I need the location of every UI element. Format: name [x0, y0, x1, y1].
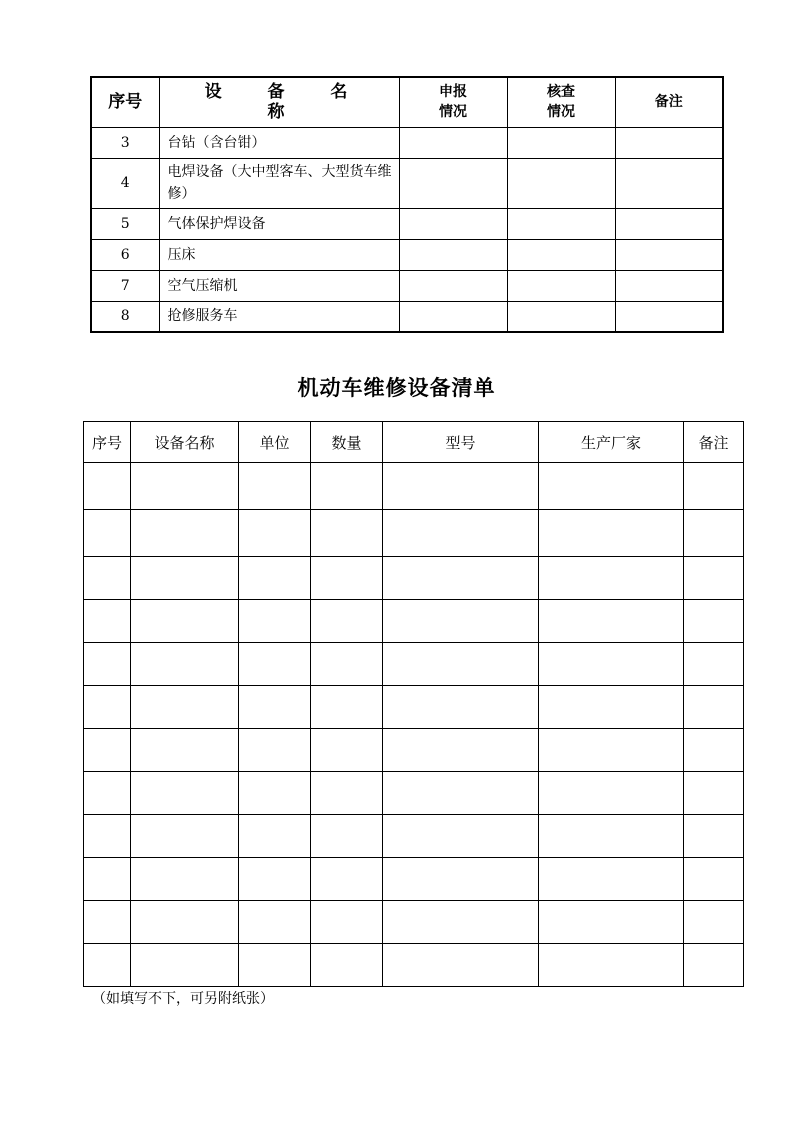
table-row — [84, 643, 744, 686]
table-row — [84, 815, 744, 858]
model-cell[interactable] — [383, 858, 539, 901]
equipment-check-table — [90, 76, 724, 333]
manufacturer-cell[interactable] — [539, 643, 684, 686]
declare-cell[interactable] — [399, 158, 507, 208]
header-remark: 备注 — [684, 422, 744, 463]
declare-cell[interactable] — [399, 208, 507, 239]
header-model: 型号 — [383, 422, 539, 463]
unit-cell[interactable] — [239, 815, 311, 858]
header-check-line2: 情况 — [547, 104, 575, 121]
header-declare-status — [399, 77, 507, 127]
unit-cell[interactable] — [239, 729, 311, 772]
model-cell[interactable] — [383, 600, 539, 643]
manufacturer-cell[interactable] — [539, 815, 684, 858]
seq-cell[interactable] — [84, 772, 131, 815]
table-row — [84, 510, 744, 557]
model-cell[interactable] — [383, 463, 539, 510]
unit-cell[interactable] — [239, 463, 311, 510]
table-row — [84, 600, 744, 643]
seq-cell[interactable] — [84, 643, 131, 686]
name-cell[interactable] — [131, 901, 239, 944]
row-seq: 3 — [91, 127, 159, 158]
name-cell[interactable] — [131, 510, 239, 557]
remark-cell[interactable] — [684, 944, 744, 987]
table-row — [91, 301, 723, 332]
table-row — [84, 858, 744, 901]
remark-cell[interactable] — [684, 557, 744, 600]
row-seq: 8 — [91, 301, 159, 332]
row-equipment-name: 台钻（含台钳） — [159, 127, 399, 158]
manufacturer-cell[interactable] — [539, 901, 684, 944]
unit-cell[interactable] — [239, 858, 311, 901]
seq-cell[interactable] — [84, 729, 131, 772]
declare-cell[interactable] — [399, 127, 507, 158]
unit-cell[interactable] — [239, 643, 311, 686]
remark-cell[interactable] — [615, 301, 723, 332]
remark-cell[interactable] — [684, 510, 744, 557]
remark-cell[interactable] — [615, 127, 723, 158]
unit-cell[interactable] — [239, 557, 311, 600]
row-equipment-name: 压床 — [159, 239, 399, 270]
quantity-cell[interactable] — [311, 772, 383, 815]
seq-cell[interactable] — [84, 557, 131, 600]
model-cell[interactable] — [383, 557, 539, 600]
check-cell[interactable] — [507, 127, 615, 158]
declare-cell[interactable] — [399, 270, 507, 301]
model-cell[interactable] — [383, 510, 539, 557]
table-row — [84, 729, 744, 772]
table-row — [91, 158, 723, 208]
manufacturer-cell[interactable] — [539, 557, 684, 600]
header-remark: 备注 — [615, 77, 723, 127]
table-row — [84, 686, 744, 729]
quantity-cell[interactable] — [311, 729, 383, 772]
header-seq: 序号 — [91, 77, 159, 127]
remark-cell[interactable] — [684, 686, 744, 729]
header-equipment-name: 设 备 名 称 — [159, 77, 399, 127]
manufacturer-cell[interactable] — [539, 600, 684, 643]
header-check-status — [507, 77, 615, 127]
header-quantity: 数量 — [311, 422, 383, 463]
remark-cell[interactable] — [684, 463, 744, 510]
name-cell[interactable] — [131, 643, 239, 686]
manufacturer-cell[interactable] — [539, 772, 684, 815]
model-cell[interactable] — [383, 772, 539, 815]
name-cell[interactable] — [131, 600, 239, 643]
remark-cell[interactable] — [684, 858, 744, 901]
table-row — [91, 239, 723, 270]
quantity-cell[interactable] — [311, 858, 383, 901]
header-unit: 单位 — [239, 422, 311, 463]
quantity-cell[interactable] — [311, 686, 383, 729]
name-cell[interactable] — [131, 557, 239, 600]
table-row — [84, 557, 744, 600]
model-cell[interactable] — [383, 944, 539, 987]
declare-cell[interactable] — [399, 239, 507, 270]
name-cell[interactable] — [131, 772, 239, 815]
model-cell[interactable] — [383, 643, 539, 686]
check-cell[interactable] — [507, 239, 615, 270]
remark-cell[interactable] — [615, 270, 723, 301]
unit-cell[interactable] — [239, 686, 311, 729]
manufacturer-cell[interactable] — [539, 463, 684, 510]
name-cell[interactable] — [131, 686, 239, 729]
quantity-cell[interactable] — [311, 557, 383, 600]
quantity-cell[interactable] — [311, 510, 383, 557]
check-cell[interactable] — [507, 270, 615, 301]
footer-note: （如填写不下，可另附纸张） — [92, 991, 274, 1007]
manufacturer-cell[interactable] — [539, 944, 684, 987]
equipment-list-title: 机动车维修设备清单 — [297, 376, 496, 400]
table-row — [84, 772, 744, 815]
row-seq: 5 — [91, 208, 159, 239]
remark-cell[interactable] — [684, 901, 744, 944]
name-cell[interactable] — [131, 463, 239, 510]
row-seq: 6 — [91, 239, 159, 270]
quantity-cell[interactable] — [311, 463, 383, 510]
table-row — [84, 463, 744, 510]
model-cell[interactable] — [383, 815, 539, 858]
declare-cell[interactable] — [399, 301, 507, 332]
row-equipment-name: 气体保护焊设备 — [159, 208, 399, 239]
remark-cell[interactable] — [615, 158, 723, 208]
remark-cell[interactable] — [684, 815, 744, 858]
check-cell[interactable] — [507, 301, 615, 332]
table-header-row — [91, 77, 723, 127]
seq-cell[interactable] — [84, 463, 131, 510]
remark-cell[interactable] — [684, 643, 744, 686]
quantity-cell[interactable] — [311, 600, 383, 643]
manufacturer-cell[interactable] — [539, 510, 684, 557]
seq-cell[interactable] — [84, 901, 131, 944]
unit-cell[interactable] — [239, 600, 311, 643]
row-equipment-name: 电焊设备（大中型客车、大型货车维修） — [159, 158, 399, 208]
check-cell[interactable] — [507, 158, 615, 208]
remark-cell[interactable] — [684, 729, 744, 772]
row-seq: 4 — [91, 158, 159, 208]
manufacturer-cell[interactable] — [539, 858, 684, 901]
equipment-list-table — [83, 421, 744, 987]
quantity-cell[interactable] — [311, 901, 383, 944]
header-declare-line1: 申报 — [439, 84, 467, 101]
table-header-row — [84, 422, 744, 463]
name-cell[interactable] — [131, 944, 239, 987]
table-row — [84, 944, 744, 987]
model-cell[interactable] — [383, 729, 539, 772]
table-row — [84, 901, 744, 944]
seq-cell[interactable] — [84, 510, 131, 557]
quantity-cell[interactable] — [311, 643, 383, 686]
header-seq: 序号 — [84, 422, 131, 463]
unit-cell[interactable] — [239, 944, 311, 987]
header-declare-line2: 情况 — [439, 104, 467, 121]
remark-cell[interactable] — [615, 208, 723, 239]
remark-cell[interactable] — [684, 772, 744, 815]
header-equipment-name: 设备名称 — [131, 422, 239, 463]
seq-cell[interactable] — [84, 686, 131, 729]
header-manufacturer: 生产厂家 — [539, 422, 684, 463]
seq-cell[interactable] — [84, 600, 131, 643]
table-row — [91, 208, 723, 239]
header-check-line1: 核查 — [547, 84, 575, 101]
manufacturer-cell[interactable] — [539, 729, 684, 772]
seq-cell[interactable] — [84, 858, 131, 901]
seq-cell[interactable] — [84, 815, 131, 858]
name-cell[interactable] — [131, 729, 239, 772]
unit-cell[interactable] — [239, 510, 311, 557]
quantity-cell[interactable] — [311, 944, 383, 987]
equipment-list-body — [84, 463, 744, 987]
quantity-cell[interactable] — [311, 815, 383, 858]
remark-cell[interactable] — [615, 239, 723, 270]
model-cell[interactable] — [383, 901, 539, 944]
model-cell[interactable] — [383, 686, 539, 729]
row-seq: 7 — [91, 270, 159, 301]
name-cell[interactable] — [131, 815, 239, 858]
name-cell[interactable] — [131, 858, 239, 901]
manufacturer-cell[interactable] — [539, 686, 684, 729]
remark-cell[interactable] — [684, 600, 744, 643]
unit-cell[interactable] — [239, 772, 311, 815]
table-row — [91, 270, 723, 301]
check-cell[interactable] — [507, 208, 615, 239]
unit-cell[interactable] — [239, 901, 311, 944]
row-equipment-name: 空气压缩机 — [159, 270, 399, 301]
seq-cell[interactable] — [84, 944, 131, 987]
row-equipment-name: 抢修服务车 — [159, 301, 399, 332]
table-row — [91, 127, 723, 158]
